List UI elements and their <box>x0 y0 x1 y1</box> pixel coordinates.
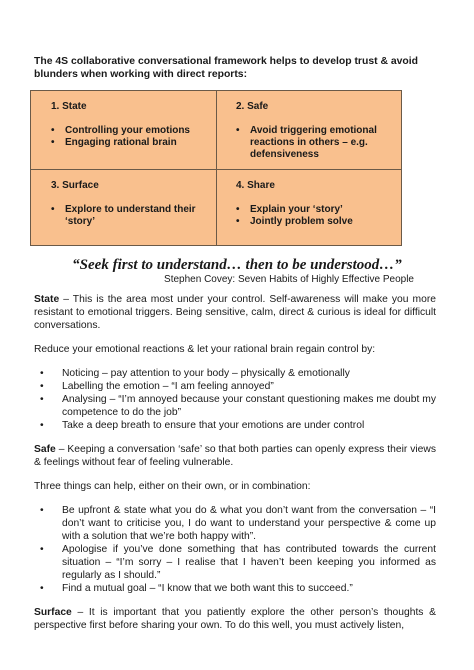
cell-list <box>236 204 396 228</box>
paragraph-text: – It is important that you patiently explore the other person’s thoughts & perspective first before sharing your own. To do this well, you must actively listen, <box>34 607 436 631</box>
list-item: • Explore to understand their ‘story’ <box>51 204 211 228</box>
list-item: • Controlling your emotions <box>51 125 211 137</box>
reduce-intro: Reduce your emotional reactions & let your rational brain regain control by: <box>34 344 376 355</box>
framework-cell-surface <box>51 180 211 228</box>
quote: “Seek first to understand… then to be understood…” <box>72 257 402 273</box>
grid-divider-vertical <box>216 91 217 245</box>
paragraph-text: – Keeping a conversation ‘safe’ so that both parties can openly express their views & feelings without fear of feeling vulnerable. <box>34 444 436 468</box>
cell-list <box>236 125 396 161</box>
framework-cell-share <box>236 180 396 228</box>
framework-cell-state <box>51 101 211 149</box>
list-item: • Jointly problem solve <box>236 216 396 228</box>
quote-attribution: Stephen Covey: Seven Habits of Highly Effective People <box>164 274 414 285</box>
term-surface: Surface <box>34 607 72 618</box>
safe-list <box>34 504 436 595</box>
body-text <box>34 293 436 643</box>
term-safe: Safe <box>34 444 56 455</box>
list-item: • Take a deep breath to ensure that your emotions are under control <box>34 419 436 432</box>
list-item: • Be upfront & state what you do & what you don’t want from the conversation – “I don’t want to criticise you, I do want to understand your perspective & come up with a solution that we’re both happy with”. <box>34 504 436 543</box>
framework-grid <box>30 90 402 246</box>
three-things-intro: Three things can help, either on their own, or in combination: <box>34 481 311 492</box>
safe-paragraph <box>34 443 436 469</box>
framework-cell-safe <box>236 101 396 161</box>
list-item: • Engaging rational brain <box>51 137 211 149</box>
cell-heading: 3. Surface <box>51 180 99 191</box>
term-state: State <box>34 294 60 305</box>
list-item: • Find a mutual goal – “I know that we both want this to succeed.” <box>34 582 436 595</box>
surface-paragraph <box>34 606 436 632</box>
state-paragraph <box>34 293 436 332</box>
cell-heading: 4. Share <box>236 180 275 191</box>
grid-divider-horizontal <box>31 169 401 170</box>
list-item: • Explain your ‘story’ <box>236 204 396 216</box>
cell-heading: 1. State <box>51 101 87 112</box>
list-item: • Avoid triggering emotional reactions in others – e.g. defensiveness <box>236 125 396 161</box>
list-item: • Noticing – pay attention to your body – physically & emotionally <box>34 367 436 380</box>
paragraph-text: – This is the area most under your control. Self-awareness will make you more resistant to emotional triggers. Being sensitive, calm, direct & curious is ideal for difficult conversations. <box>34 294 436 331</box>
cell-heading: 2. Safe <box>236 101 269 112</box>
list-item: • Labelling the emotion – “I am feeling annoyed” <box>34 380 436 393</box>
cell-list <box>51 125 211 149</box>
intro-text: The 4S collaborative conversational framework helps to develop trust & avoid blunders when working with direct reports: <box>34 56 418 80</box>
list-item: • Analysing – “I’m annoyed because your constant questioning makes me doubt my competence to do the job” <box>34 393 436 419</box>
list-item: • Apologise if you’ve done something that has contributed towards the current situation – “I’m sorry – I realise that I haven’t been keeping you informed as regularly as I should.” <box>34 543 436 582</box>
reduce-list <box>34 367 436 432</box>
cell-list <box>51 204 211 228</box>
